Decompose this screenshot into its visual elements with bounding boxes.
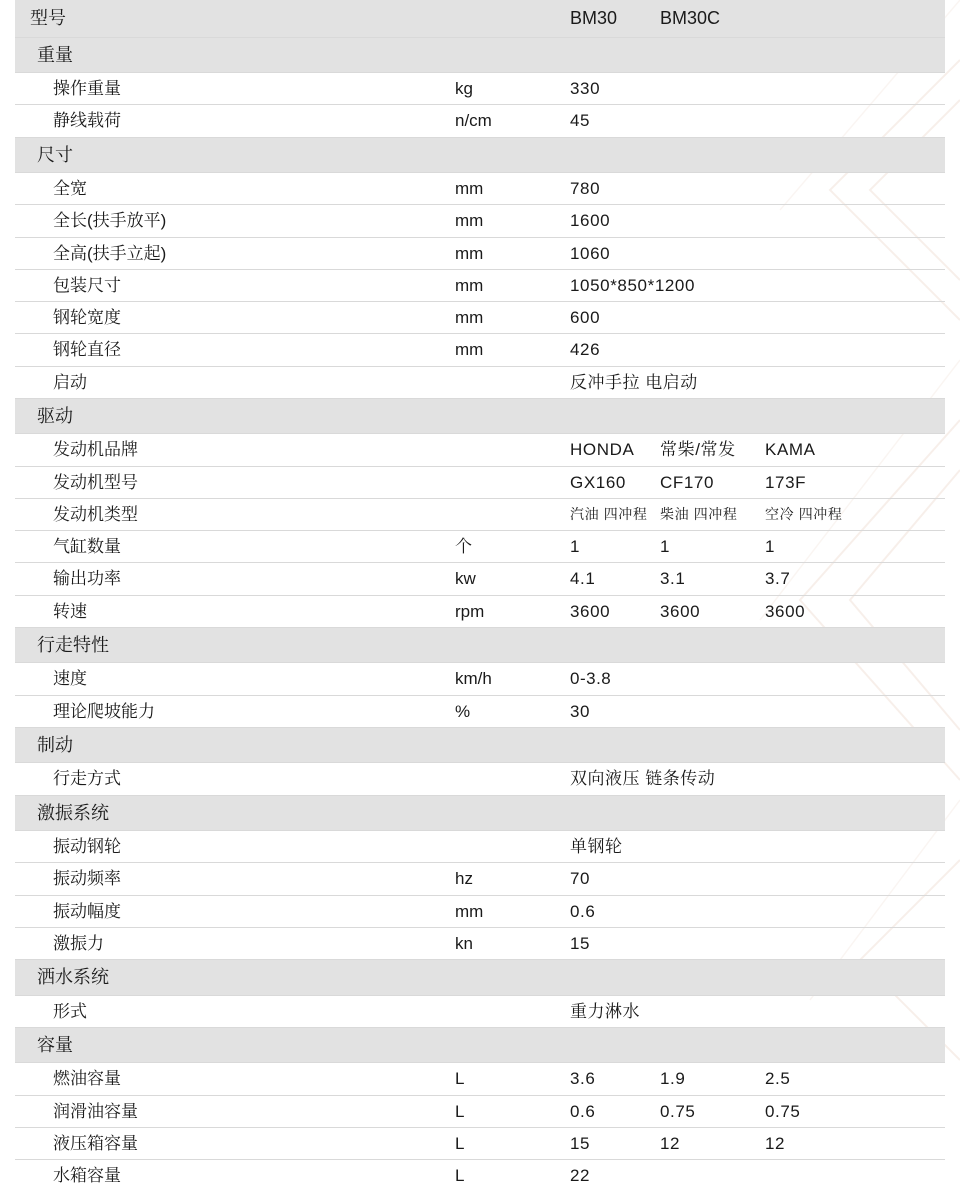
table-row [15,269,945,301]
row-unit [445,498,560,530]
section-title: 洒水系统 [15,960,945,996]
row-value-2: 1 [650,531,755,563]
section-header-row [15,1027,945,1063]
section-title: 激振系统 [15,795,945,831]
row-unit: kg [445,73,560,105]
row-unit: mm [445,895,560,927]
row-label: 钢轮直径 [15,334,445,366]
row-unit: n/cm [445,105,560,137]
row-value-3: 2.5 [755,1063,945,1095]
row-value-2: 柴油 四冲程 [650,498,755,530]
table-row [15,895,945,927]
row-unit [445,466,560,498]
row-value-1: 30 [560,695,945,727]
table-row [15,1160,945,1191]
row-unit [445,434,560,466]
section-title: 重量 [15,37,945,73]
table-row [15,863,945,895]
row-unit: mm [445,269,560,301]
table-row [15,205,945,237]
table-row [15,1063,945,1095]
row-value-1: 重力淋水 [560,995,945,1027]
row-label: 包装尺寸 [15,269,445,301]
row-label: 燃油容量 [15,1063,445,1095]
row-value-3: 空冷 四冲程 [755,498,945,530]
row-value-1: 双向液压 链条传动 [560,763,945,795]
row-value-1: 反冲手拉 电启动 [560,366,945,398]
header-model-3 [755,0,945,37]
row-unit: kw [445,563,560,595]
row-value-3: 12 [755,1127,945,1159]
row-label: 润滑油容量 [15,1095,445,1127]
row-value-1: 70 [560,863,945,895]
table-row [15,334,945,366]
table-row [15,531,945,563]
row-value-1: 15 [560,927,945,959]
row-value-3: 0.75 [755,1095,945,1127]
row-label: 全高(扶手立起) [15,237,445,269]
row-label: 形式 [15,995,445,1027]
spec-table [15,0,945,1191]
row-value-1: 单钢轮 [560,831,945,863]
row-value-3: 3600 [755,595,945,627]
table-row [15,302,945,334]
section-header-row [15,960,945,996]
table-row [15,1127,945,1159]
row-label: 转速 [15,595,445,627]
table-row [15,763,945,795]
row-label: 速度 [15,663,445,695]
row-value-1: 45 [560,105,945,137]
row-value-3: 3.7 [755,563,945,595]
row-value-3: 173F [755,466,945,498]
table-row [15,1095,945,1127]
header-model-2: BM30C [650,0,755,37]
row-label: 水箱容量 [15,1160,445,1191]
row-value-1: 15 [560,1127,650,1159]
row-label: 输出功率 [15,563,445,595]
row-label: 振动频率 [15,863,445,895]
row-unit: mm [445,173,560,205]
table-row [15,498,945,530]
row-label: 理论爬坡能力 [15,695,445,727]
row-value-2: 3600 [650,595,755,627]
row-value-1: 4.1 [560,563,650,595]
row-label: 静线载荷 [15,105,445,137]
row-value-3: KAMA [755,434,945,466]
section-header-row [15,727,945,763]
row-unit: km/h [445,663,560,695]
row-value-1: 0-3.8 [560,663,945,695]
row-value-1: 汽油 四冲程 [560,498,650,530]
row-value-2: 3.1 [650,563,755,595]
row-value-2: 常柴/常发 [650,434,755,466]
table-row [15,695,945,727]
row-value-2: 0.75 [650,1095,755,1127]
table-row [15,663,945,695]
row-label: 钢轮宽度 [15,302,445,334]
table-row [15,237,945,269]
row-unit [445,995,560,1027]
row-value-1: 426 [560,334,945,366]
table-row [15,105,945,137]
row-label: 发动机型号 [15,466,445,498]
row-label: 发动机类型 [15,498,445,530]
section-title: 容量 [15,1027,945,1063]
section-header-row [15,795,945,831]
table-row [15,563,945,595]
row-value-1: 780 [560,173,945,205]
row-unit: L [445,1095,560,1127]
table-row [15,466,945,498]
section-header-row [15,627,945,663]
table-row [15,434,945,466]
table-row [15,995,945,1027]
row-value-1: HONDA [560,434,650,466]
header-unit [445,0,560,37]
row-unit [445,831,560,863]
row-label: 振动钢轮 [15,831,445,863]
row-value-1: 0.6 [560,1095,650,1127]
row-value-1: 1 [560,531,650,563]
row-label: 激振力 [15,927,445,959]
row-unit [445,763,560,795]
row-label: 全宽 [15,173,445,205]
row-label: 液压箱容量 [15,1127,445,1159]
row-unit: L [445,1127,560,1159]
section-title: 尺寸 [15,137,945,173]
row-value-1: 600 [560,302,945,334]
row-value-2: 1.9 [650,1063,755,1095]
section-title: 行走特性 [15,627,945,663]
row-unit: mm [445,237,560,269]
row-value-1: 0.6 [560,895,945,927]
row-label: 全长(扶手放平) [15,205,445,237]
row-label: 启动 [15,366,445,398]
row-label: 操作重量 [15,73,445,105]
spec-table-body [15,0,945,1191]
section-header-row [15,137,945,173]
row-unit: L [445,1160,560,1191]
row-unit [445,366,560,398]
row-value-1: 3600 [560,595,650,627]
table-row [15,173,945,205]
row-label: 行走方式 [15,763,445,795]
row-label: 发动机品牌 [15,434,445,466]
header-model-1: BM30 [560,0,650,37]
table-header-row [15,0,945,37]
row-label: 振动幅度 [15,895,445,927]
row-value-1: 1600 [560,205,945,237]
row-label: 气缸数量 [15,531,445,563]
section-header-row [15,37,945,73]
row-unit: rpm [445,595,560,627]
row-unit: hz [445,863,560,895]
section-title: 制动 [15,727,945,763]
row-unit: L [445,1063,560,1095]
row-unit: mm [445,334,560,366]
row-value-3: 1 [755,531,945,563]
row-unit: 个 [445,531,560,563]
table-row [15,366,945,398]
row-value-1: 22 [560,1160,945,1191]
table-row [15,831,945,863]
row-value-1: 330 [560,73,945,105]
row-value-1: 1060 [560,237,945,269]
table-row [15,927,945,959]
row-unit: % [445,695,560,727]
table-row [15,595,945,627]
section-title: 驱动 [15,398,945,434]
row-value-1: 3.6 [560,1063,650,1095]
row-value-2: CF170 [650,466,755,498]
row-value-1: 1050*850*1200 [560,269,945,301]
header-label: 型号 [15,0,445,37]
row-unit: kn [445,927,560,959]
section-header-row [15,398,945,434]
row-value-2: 12 [650,1127,755,1159]
table-row [15,73,945,105]
row-unit: mm [445,302,560,334]
row-unit: mm [445,205,560,237]
row-value-1: GX160 [560,466,650,498]
